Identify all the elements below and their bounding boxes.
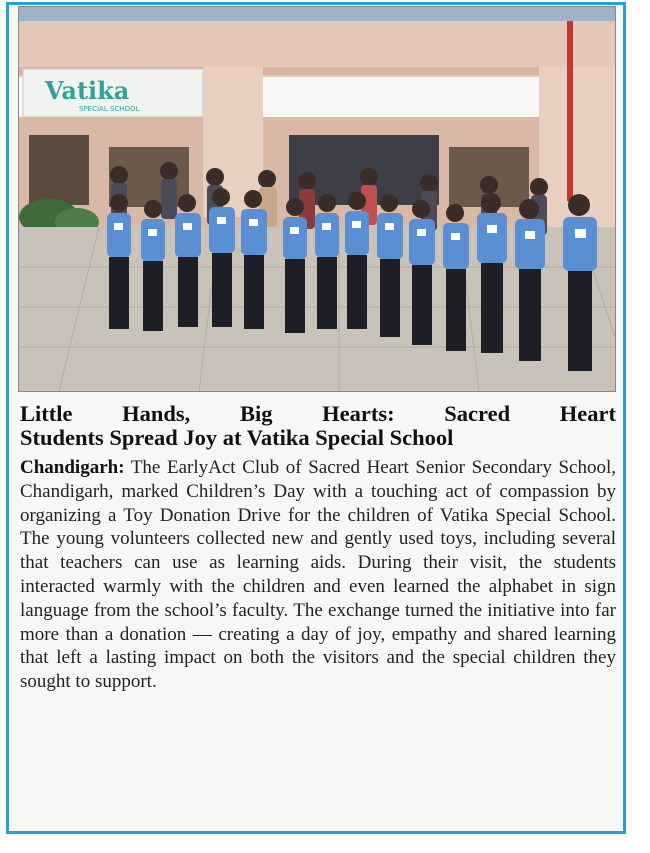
school-sign-text: Vatika xyxy=(45,76,130,105)
headline-line-2: Students Spread Joy at Vatika Special School xyxy=(20,425,454,450)
article-photo xyxy=(18,6,616,392)
article-body xyxy=(20,456,616,694)
article-dateline: Chandigarh: xyxy=(20,457,125,478)
headline-line-1: Little Hands, Big Hearts: Sacred Heart xyxy=(20,401,616,426)
article-text: The EarlyAct Club of Sacred Heart Senior Secondary School, Chandigarh, marked Children’s Day with a touching act of compassion by organizing a Toy Donation Drive for the children of Vatika Special School. The young volunteers collected new and gently used toys, including several that teachers can use as learning aids. During their visit, the students interacted warmly with the children and even learned the alphabet in sign language from the school’s faculty. The exchange turned the initiative into far more than a donation — creating a day of joy, empathy and shared learning that left a lasting impact on both the visitors and the special children they sought to support. xyxy=(20,457,616,693)
school-sign-subtext: SPECIAL SCHOOL xyxy=(79,105,140,113)
article-headline xyxy=(20,402,616,450)
